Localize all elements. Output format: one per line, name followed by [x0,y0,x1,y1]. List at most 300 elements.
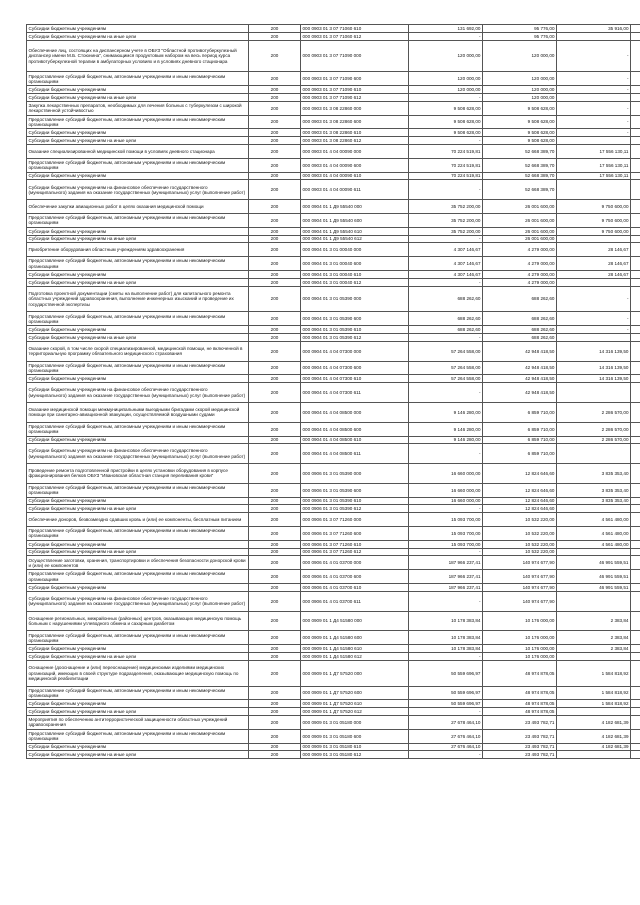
row-code-cell: 200 [249,129,301,137]
row-executed-cell: 6 859 710,00 [483,402,557,422]
row-kbk-cell: 000 0903 01 3 08 22860 610 [301,129,409,137]
row-approved-cell: 187 966 237,41 [409,584,483,592]
row-approved-cell: 4 307 146,67 [409,270,483,278]
row-code-cell: 200 [249,611,301,631]
row-name-cell: Субсидии бюджетным учреждениям [27,172,249,180]
row-code-cell: 200 [249,540,301,548]
row-remaining-cell: - [557,129,631,137]
row-executed-cell: 6 859 710,00 [483,444,557,464]
row-empty-cell [631,645,640,653]
row-kbk-cell: 000 0904 01 1 Д9 55540 612 [301,235,409,243]
row-empty-cell [631,333,640,341]
row-kbk-cell: 000 0903 01 4 04 00090 000 [301,144,409,158]
row-code-cell: 200 [249,72,301,86]
row-remaining-cell [557,383,631,403]
row-name-cell: Оказание скорой, в том числе скорой специализированной, медицинской помощи, не включенной в территориальную программу обязательного медицинского страхования [27,341,249,361]
row-kbk-cell: 000 0906 01 3 01 05390 000 [301,464,409,484]
row-empty-cell [631,497,640,505]
row-kbk-cell: 000 0904 01 1 Д9 55540 600 [301,213,409,227]
row-executed-cell: 42 948 418,50 [483,361,557,375]
row-empty-cell [631,312,640,326]
row-executed-cell: 4 279 000,00 [483,270,557,278]
row-executed-cell: 10 176 000,00 [483,631,557,645]
row-code-cell: 200 [249,278,301,286]
row-name-cell: Субсидии бюджетным учреждениям на финансовое обеспечение государственного (муниципального) задания на оказание государственных (муниципальных) услуг (выполнение работ) [27,180,249,200]
row-remaining-cell: 35 916,00 [557,25,631,33]
row-kbk-cell: 000 0904 01 3 01 05390 610 [301,326,409,334]
row-approved-cell: - [409,137,483,145]
row-remaining-cell [557,444,631,464]
row-empty-cell [631,716,640,730]
row-approved-cell: - [409,180,483,200]
table-row [27,172,640,180]
row-code-cell: 200 [249,556,301,570]
row-kbk-cell: 000 0906 01 3 07 71260 600 [301,527,409,541]
row-name-cell: Закупка лекарственных препаратов, необходимых для лечения больных с туберкулезом с широкой лекарственной устойчивостью [27,101,249,115]
row-name-cell: Оказание медицинской помощи межмуниципальными выездными бригадами скорой медицинской помощи при санитарно-авиационной эвакуации, осуществляемой воздушными судами [27,402,249,422]
row-name-cell: Предоставление субсидий бюджетным, автономным учреждениям и иным некоммерческим организациям [27,257,249,271]
row-approved-cell: 9 508 628,00 [409,129,483,137]
row-remaining-cell [557,751,631,759]
row-code-cell: 200 [249,86,301,94]
row-approved-cell: 9 146 280,00 [409,436,483,444]
row-kbk-cell: 000 0904 01 4 04 07300 000 [301,341,409,361]
row-remaining-cell: 4 561 480,00 [557,513,631,527]
row-code-cell: 200 [249,708,301,716]
row-executed-cell: 42 948 418,50 [483,341,557,361]
table-row [27,115,640,129]
row-executed-cell: 10 176 000,00 [483,611,557,631]
row-executed-cell: 95 776,00 [483,32,557,40]
row-executed-cell: 10 176 000,00 [483,653,557,661]
row-approved-cell: - [409,235,483,243]
table-row [27,137,640,145]
row-name-cell: Оснащение региональных, межрайонных (районных) центров, оказывающих медицинскую помощь больным с нарушениями углеводного обмена и сахарным диабетом [27,611,249,631]
row-code-cell: 200 [249,361,301,375]
row-remaining-cell [557,180,631,200]
row-empty-cell [631,278,640,286]
row-approved-cell: 120 000,00 [409,86,483,94]
table-row [27,743,640,751]
row-empty-cell [631,611,640,631]
row-name-cell: Предоставление субсидий бюджетным, автономным учреждениям и иным некоммерческим организациям [27,158,249,172]
row-approved-cell: 4 307 146,67 [409,243,483,257]
row-empty-cell [631,213,640,227]
row-approved-cell: 10 178 383,84 [409,645,483,653]
row-code-cell: 200 [249,645,301,653]
row-empty-cell [631,86,640,94]
table-row [27,213,640,227]
row-empty-cell [631,383,640,403]
row-name-cell: Оказание специализированной медицинской помощи в условиях дневного стационара [27,144,249,158]
row-approved-cell: 35 752 200,00 [409,227,483,235]
row-name-cell: Субсидии бюджетным учреждениям [27,227,249,235]
row-empty-cell [631,257,640,271]
row-kbk-cell: 000 0909 01 3 01 05180 612 [301,751,409,759]
row-name-cell: Предоставление субсидий бюджетным, автономным учреждениям и иным некоммерческим организациям [27,115,249,129]
table-row [27,505,640,513]
row-code-cell: 200 [249,751,301,759]
row-approved-cell: 57 264 558,00 [409,375,483,383]
table-row [27,144,640,158]
row-approved-cell: 9 146 280,00 [409,422,483,436]
row-code-cell: 200 [249,312,301,326]
row-name-cell: Предоставление субсидий бюджетным, автономным учреждениям и иным некоммерческим организациям [27,570,249,584]
row-name-cell: Предоставление субсидий бюджетным, автономным учреждениям и иным некоммерческим организациям [27,483,249,497]
row-kbk-cell: 000 0904 01 1 Д9 55540 000 [301,200,409,214]
row-kbk-cell: 000 0906 01 3 01 05390 610 [301,497,409,505]
row-approved-cell: 70 224 519,81 [409,172,483,180]
table-row [27,40,640,72]
row-empty-cell [631,483,640,497]
row-code-cell: 200 [249,158,301,172]
row-kbk-cell: 000 0909 01 1 Д4 51580 600 [301,631,409,645]
row-remaining-cell [557,32,631,40]
row-approved-cell: 57 264 558,00 [409,341,483,361]
row-kbk-cell: 000 0903 01 4 04 00090 611 [301,180,409,200]
row-approved-cell: - [409,444,483,464]
row-executed-cell: 9 508 628,00 [483,129,557,137]
row-executed-cell: 26 001 600,00 [483,200,557,214]
row-remaining-cell: 3 835 353,40 [557,464,631,484]
table-row [27,422,640,436]
table-row [27,591,640,611]
row-code-cell: 200 [249,333,301,341]
row-executed-cell: 48 974 878,05 [483,660,557,686]
row-executed-cell: 48 974 878,05 [483,686,557,700]
row-executed-cell: 140 974 677,90 [483,570,557,584]
row-code-cell: 200 [249,40,301,72]
table-row [27,716,640,730]
row-empty-cell [631,729,640,743]
row-name-cell: Субсидии бюджетным учреждениям [27,270,249,278]
row-empty-cell [631,243,640,257]
row-approved-cell: - [409,93,483,101]
row-executed-cell: 10 532 220,00 [483,513,557,527]
row-empty-cell [631,527,640,541]
row-remaining-cell: 4 561 480,00 [557,540,631,548]
row-code-cell: 200 [249,700,301,708]
row-executed-cell: 6 859 710,00 [483,422,557,436]
row-executed-cell: 9 508 628,00 [483,101,557,115]
row-executed-cell: 688 262,60 [483,333,557,341]
row-code-cell: 200 [249,591,301,611]
table-row [27,158,640,172]
row-code-cell: 200 [249,243,301,257]
row-approved-cell: 27 678 464,10 [409,716,483,730]
row-approved-cell: 50 559 696,97 [409,686,483,700]
row-name-cell: Субсидии бюджетным учреждениям [27,584,249,592]
table-row [27,497,640,505]
row-code-cell: 200 [249,743,301,751]
row-remaining-cell [557,278,631,286]
row-name-cell: Субсидии бюджетным учреждениям [27,129,249,137]
row-remaining-cell: - [557,326,631,334]
row-kbk-cell: 000 0904 01 3 01 00040 000 [301,243,409,257]
row-remaining-cell [557,548,631,556]
row-code-cell: 200 [249,200,301,214]
table-row [27,570,640,584]
table-row [27,235,640,243]
row-name-cell: Субсидии бюджетным учреждениям на финансовое обеспечение государственного (муниципального) задания на оказание государственных (муниципальных) услуг (выполнение работ) [27,383,249,403]
row-code-cell: 200 [249,341,301,361]
row-empty-cell [631,361,640,375]
row-kbk-cell: 000 0904 01 3 01 00040 600 [301,257,409,271]
row-kbk-cell: 000 0909 01 1 Д7 57520 612 [301,708,409,716]
row-approved-cell: 16 660 000,00 [409,464,483,484]
row-name-cell: Субсидии бюджетным учреждениям на финансовое обеспечение государственного (муниципального) задания на оказание государственных (муниципальных) услуг (выполнение работ) [27,444,249,464]
row-executed-cell: 26 001 600,00 [483,227,557,235]
row-kbk-cell: 000 0909 01 1 Д4 51580 000 [301,611,409,631]
row-remaining-cell [557,708,631,716]
row-executed-cell: 10 532 220,00 [483,527,557,541]
row-remaining-cell: 2 286 570,00 [557,402,631,422]
row-empty-cell [631,115,640,129]
row-executed-cell: 4 279 000,00 [483,278,557,286]
row-executed-cell: 4 279 000,00 [483,257,557,271]
row-executed-cell: 52 668 389,70 [483,172,557,180]
table-row [27,270,640,278]
budget-table-body [27,25,640,759]
table-row [27,483,640,497]
row-kbk-cell: 000 0909 01 3 01 05180 000 [301,716,409,730]
row-approved-cell: 70 224 519,81 [409,158,483,172]
row-code-cell: 200 [249,235,301,243]
row-remaining-cell: 9 750 600,00 [557,200,631,214]
row-empty-cell [631,743,640,751]
row-code-cell: 200 [249,631,301,645]
row-executed-cell: 23 493 782,71 [483,751,557,759]
row-executed-cell: 23 493 782,71 [483,729,557,743]
row-empty-cell [631,751,640,759]
row-name-cell: Проведение ремонта подготовленной пристройки в целях установки оборудования в корпусе фракционирования белков ОБУЗ "Ивановская областная станция переливания крови" [27,464,249,484]
row-empty-cell [631,570,640,584]
table-row [27,645,640,653]
row-name-cell: Субсидии бюджетным учреждениям на иные цели [27,653,249,661]
table-row [27,660,640,686]
row-code-cell: 200 [249,444,301,464]
row-approved-cell: 688 262,60 [409,326,483,334]
row-empty-cell [631,72,640,86]
row-kbk-cell: 000 0904 01 4 04 08500 610 [301,436,409,444]
row-approved-cell: 50 559 696,97 [409,700,483,708]
row-name-cell: Предоставление субсидий бюджетным, автономным учреждениям и иным некоммерческим организациям [27,361,249,375]
row-approved-cell: 16 660 000,00 [409,497,483,505]
row-kbk-cell: 000 0904 01 3 01 05390 000 [301,286,409,312]
row-kbk-cell: 000 0906 01 4 01 03700 611 [301,591,409,611]
row-kbk-cell: 000 0903 01 4 04 00090 600 [301,158,409,172]
row-approved-cell: - [409,333,483,341]
row-remaining-cell: 46 991 559,51 [557,570,631,584]
row-kbk-cell: 000 0909 01 1 Д4 51580 612 [301,653,409,661]
row-name-cell: Мероприятия по обеспечению антитеррористической защищенности областных учреждений здравоохранения [27,716,249,730]
row-empty-cell [631,444,640,464]
row-kbk-cell: 000 0904 01 4 04 07300 600 [301,361,409,375]
row-code-cell: 200 [249,257,301,271]
row-empty-cell [631,129,640,137]
row-empty-cell [631,436,640,444]
row-name-cell: Предоставление субсидий бюджетным, автономным учреждениям и иным некоммерческим организациям [27,422,249,436]
row-approved-cell: - [409,548,483,556]
row-remaining-cell: 3 835 353,40 [557,483,631,497]
table-row [27,200,640,214]
table-row [27,278,640,286]
row-remaining-cell: 2 286 570,00 [557,436,631,444]
row-remaining-cell: 9 750 600,00 [557,213,631,227]
table-row [27,86,640,94]
row-executed-cell: 12 824 646,60 [483,497,557,505]
row-approved-cell: 15 093 700,00 [409,540,483,548]
table-row [27,180,640,200]
row-approved-cell: 57 264 558,00 [409,361,483,375]
row-remaining-cell: 14 316 139,50 [557,341,631,361]
row-name-cell: Субсидии бюджетным учреждениям на иные цели [27,93,249,101]
row-empty-cell [631,40,640,72]
row-kbk-cell: 000 0903 01 4 04 00090 610 [301,172,409,180]
row-empty-cell [631,686,640,700]
row-empty-cell [631,653,640,661]
table-row [27,333,640,341]
row-code-cell: 200 [249,25,301,33]
row-name-cell: Обеспечение закупки авиационных работ в целях оказания медицинской помощи [27,200,249,214]
row-executed-cell: 42 948 418,50 [483,375,557,383]
row-executed-cell: 48 974 878,05 [483,708,557,716]
table-row [27,700,640,708]
row-name-cell: Субсидии бюджетным учреждениям [27,86,249,94]
row-approved-cell: 15 093 700,00 [409,513,483,527]
row-executed-cell: 688 262,60 [483,312,557,326]
table-row [27,312,640,326]
row-empty-cell [631,631,640,645]
row-kbk-cell: 000 0909 01 3 01 05180 600 [301,729,409,743]
row-approved-cell: 9 508 628,00 [409,115,483,129]
row-executed-cell: 120 000,00 [483,40,557,72]
row-name-cell: Субсидии бюджетным учреждениям [27,375,249,383]
row-approved-cell: 35 752 200,00 [409,213,483,227]
row-approved-cell: 9 146 280,00 [409,402,483,422]
row-approved-cell: - [409,32,483,40]
row-kbk-cell: 000 0904 01 3 01 05390 600 [301,312,409,326]
row-empty-cell [631,540,640,548]
row-code-cell: 200 [249,513,301,527]
table-row [27,257,640,271]
table-row [27,326,640,334]
row-name-cell: Субсидии бюджетным учреждениям на иные цели [27,708,249,716]
table-row [27,751,640,759]
row-approved-cell: 120 000,00 [409,72,483,86]
row-remaining-cell: 4 561 480,00 [557,527,631,541]
row-approved-cell: 688 262,60 [409,286,483,312]
row-kbk-cell: 000 0909 01 3 01 05180 610 [301,743,409,751]
row-code-cell: 200 [249,548,301,556]
row-code-cell: 200 [249,180,301,200]
table-row [27,72,640,86]
row-approved-cell: - [409,278,483,286]
row-name-cell: Предоставление субсидий бюджетным, автономным учреждениям и иным некоммерческим организациям [27,213,249,227]
row-remaining-cell: 4 182 681,39 [557,716,631,730]
table-row [27,729,640,743]
row-kbk-cell: 000 0909 01 1 Д7 57520 600 [301,686,409,700]
row-empty-cell [631,375,640,383]
row-remaining-cell: 1 584 818,92 [557,660,631,686]
row-remaining-cell: 14 316 139,50 [557,361,631,375]
row-kbk-cell: 000 0903 01 3 07 71090 610 [301,86,409,94]
table-row [27,361,640,375]
row-code-cell: 200 [249,402,301,422]
row-kbk-cell: 000 0903 01 3 07 71060 612 [301,32,409,40]
row-kbk-cell: 000 0906 01 3 07 71260 612 [301,548,409,556]
table-row [27,227,640,235]
row-executed-cell: 52 668 389,70 [483,144,557,158]
row-kbk-cell: 000 0909 01 1 Д4 51580 610 [301,645,409,653]
row-name-cell: Субсидии бюджетным учреждениям на иные цели [27,235,249,243]
row-remaining-cell: - [557,115,631,129]
row-remaining-cell: 17 556 130,11 [557,172,631,180]
row-empty-cell [631,464,640,484]
row-remaining-cell [557,333,631,341]
row-empty-cell [631,172,640,180]
row-approved-cell: - [409,653,483,661]
row-name-cell: Субсидии бюджетным учреждениям [27,540,249,548]
row-code-cell: 200 [249,527,301,541]
row-code-cell: 200 [249,716,301,730]
row-code-cell: 200 [249,483,301,497]
row-remaining-cell: - [557,86,631,94]
row-executed-cell: 4 279 000,00 [483,243,557,257]
row-code-cell: 200 [249,383,301,403]
row-remaining-cell: 3 835 353,40 [557,497,631,505]
row-remaining-cell: 46 991 559,51 [557,584,631,592]
row-remaining-cell [557,591,631,611]
row-empty-cell [631,422,640,436]
row-remaining-cell [557,505,631,513]
row-name-cell: Субсидии бюджетным учреждениям на иные цели [27,137,249,145]
row-executed-cell: 120 000,00 [483,86,557,94]
table-row [27,436,640,444]
row-name-cell: Субсидии бюджетным учреждениям на иные цели [27,278,249,286]
row-kbk-cell: 000 0903 01 3 08 22860 612 [301,137,409,145]
row-empty-cell [631,548,640,556]
table-row [27,25,640,33]
row-empty-cell [631,180,640,200]
row-remaining-cell [557,653,631,661]
row-approved-cell: 10 178 383,84 [409,611,483,631]
table-row [27,93,640,101]
row-code-cell: 200 [249,270,301,278]
row-approved-cell: 27 676 464,10 [409,743,483,751]
row-kbk-cell: 000 0906 01 4 01 03700 600 [301,570,409,584]
row-executed-cell: 52 668 389,70 [483,180,557,200]
row-remaining-cell: 28 146,67 [557,243,631,257]
row-approved-cell: 10 178 383,84 [409,631,483,645]
table-row [27,101,640,115]
row-executed-cell: 140 974 677,90 [483,556,557,570]
row-executed-cell: 12 824 646,60 [483,464,557,484]
row-remaining-cell: 2 383,84 [557,611,631,631]
row-approved-cell: 9 508 628,00 [409,101,483,115]
row-name-cell: Оснащение (дооснащение и (или) переоснащение) медицинскими изделиями медицинских организаций, имеющих в своей структуре подразделения, оказывающие медицинскую помощь по медицинской реабилитации [27,660,249,686]
row-remaining-cell: 1 584 818,92 [557,686,631,700]
row-kbk-cell: 000 0906 01 3 07 71260 610 [301,540,409,548]
table-row [27,708,640,716]
row-empty-cell [631,101,640,115]
row-approved-cell: 120 000,00 [409,40,483,72]
row-executed-cell: 10 532 220,00 [483,540,557,548]
row-executed-cell: 120 000,00 [483,93,557,101]
row-code-cell: 200 [249,686,301,700]
table-row [27,540,640,548]
row-code-cell: 200 [249,422,301,436]
